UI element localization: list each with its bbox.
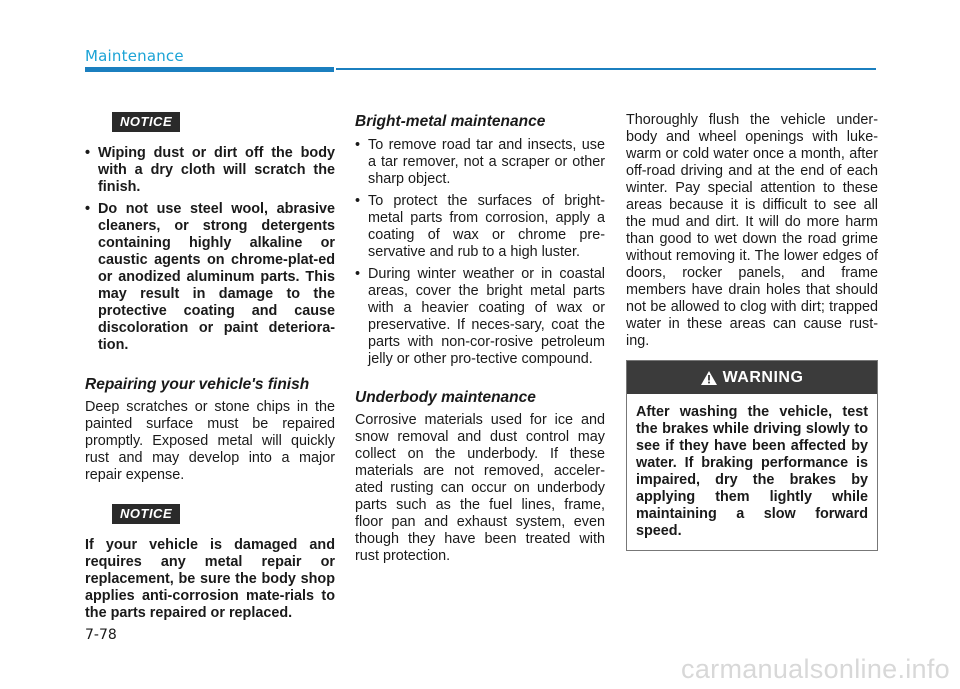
page-number: 7-78	[85, 627, 117, 643]
column-middle	[355, 112, 605, 565]
warning-box	[626, 360, 878, 551]
notice-list	[85, 145, 335, 354]
warning-text: After washing the vehicle, test the brakes while driving slowly to see if they have been affected by water. If braking performance is impaired, dry the brakes by applying them lightly while maintaining a slow forward speed.	[636, 404, 868, 539]
warning-triangle-icon	[701, 371, 717, 385]
notice-badge: NOTICE	[112, 504, 180, 524]
section-heading: Underbody maintenance	[355, 389, 536, 406]
list-item: • To remove road tar and insects, use a tar remover, not a scraper or other sharp object.	[355, 137, 605, 188]
column-left	[85, 112, 335, 622]
notice-badge: NOTICE	[112, 112, 180, 132]
list-item: • To protect the surfaces of bright-metal parts from corrosion, apply a coating of wax or chrome pre-servative and rub to a high luster.	[355, 193, 605, 261]
watermark: carmanualsonline.info	[681, 654, 950, 684]
section-heading: Bright-metal maintenance	[355, 113, 546, 130]
notice-item: • Wiping dust or dirt off the body with a dry cloth will scratch the finish.	[85, 145, 335, 196]
body-paragraph: Thoroughly flush the vehicle under-body and wheel openings with luke-warm or cold water once a month, after off-road driving and at the end of each winter. Pay special attention to these areas because it is difficult to see all the mud and dirt. It will do more harm than good to wet down the road grime without removing it. The lower edges of doors, rocker panels, and frame members have drain holes that should not be allowed to clog with dirt; trapped water in these areas can cause rust-ing.	[626, 112, 878, 349]
bullet-list	[355, 137, 605, 368]
warning-header	[627, 361, 877, 394]
list-item: • During winter weather or in coastal areas, cover the bright metal parts with a heavier coating of wax or preservative. If neces-sary, coat the parts with non-cor-rosive petroleum jelly or other pro-tective compound.	[355, 266, 605, 368]
body-paragraph: Corrosive materials used for ice and snow removal and dust control may collect on the underbody. If these materials are not removed, acceler-ated rusting can occur on underbody parts such as the fuel lines, frame, floor pan and exhaust system, even though they have been treated with rust protection.	[355, 412, 605, 564]
section-title: Maintenance	[85, 47, 184, 65]
notice-paragraph: If your vehicle is damaged and requires any metal repair or replacement, be sure the body shop applies anti-corrosion mate-rials to the parts repaired or replaced.	[85, 537, 335, 621]
notice-item: • Do not use steel wool, abrasive cleaners, or strong detergents containing highly alkaline or caustic agents on chrome-plat-ed or anodized aluminum parts. This may result in damage to the protective coating and cause discoloration or paint deteriora-tion.	[85, 201, 335, 354]
header-bar-thin	[336, 68, 876, 70]
body-paragraph: Deep scratches or stone chips in the painted surface must be repaired promptly. Exposed metal will quickly rust and may develop into a major repair expense.	[85, 399, 335, 483]
header-bar-thick	[85, 67, 334, 72]
section-heading: Repairing your vehicle's finish	[85, 376, 310, 393]
column-right	[626, 112, 878, 551]
warning-label: WARNING	[722, 369, 804, 386]
